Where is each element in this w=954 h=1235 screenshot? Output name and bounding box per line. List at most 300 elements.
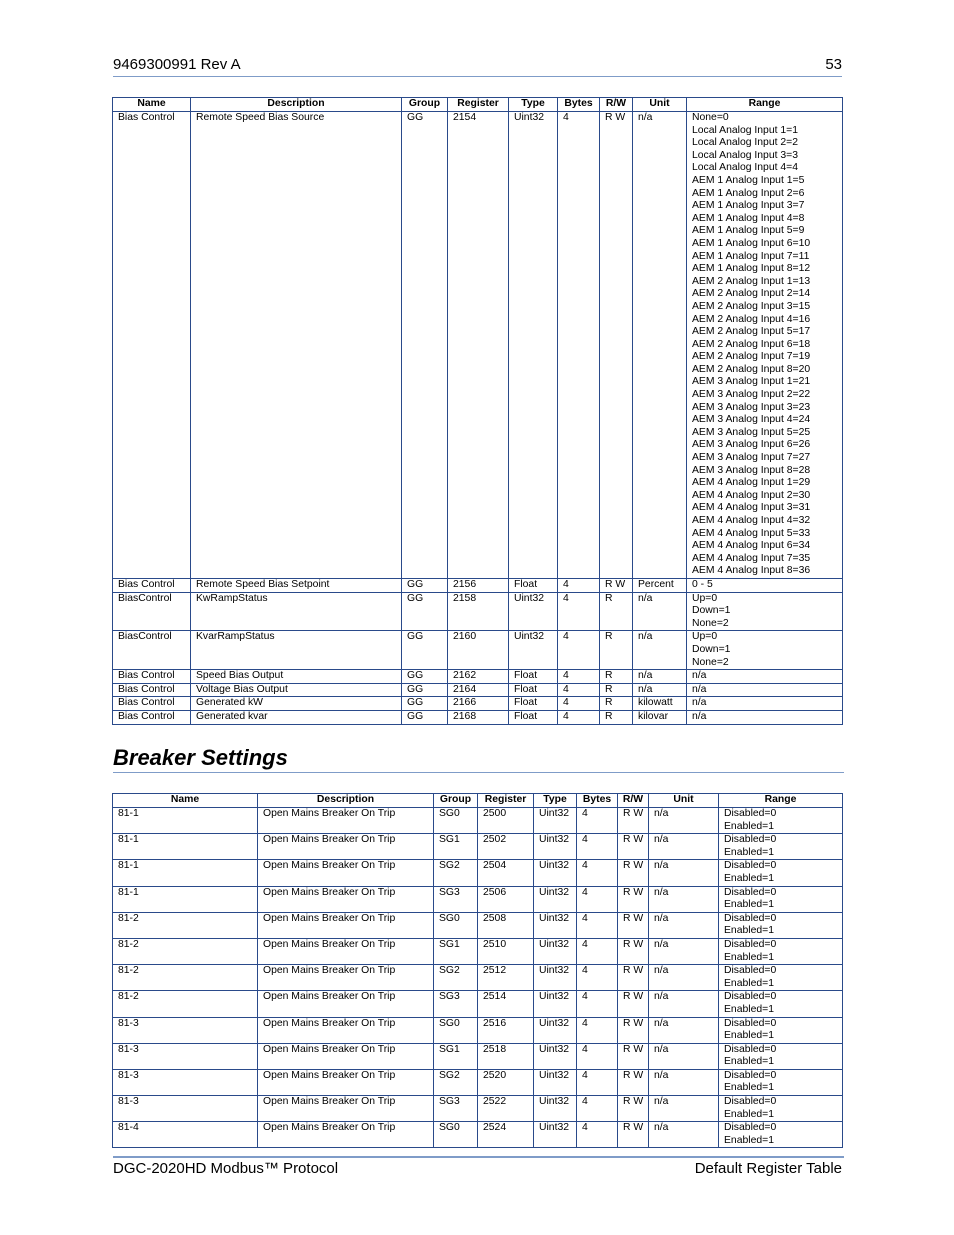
table-row <box>113 808 843 834</box>
range-line: AEM 3 Analog Input 1=21 <box>692 376 811 388</box>
cell-group: SG3 <box>434 1096 478 1122</box>
column-header-register: Register <box>478 794 534 808</box>
range-line: None=2 <box>692 617 729 629</box>
range-line: AEM 3 Analog Input 2=22 <box>692 389 811 401</box>
cell-rw: R W <box>618 860 649 886</box>
range-line: Enabled=1 <box>724 977 774 989</box>
range-line: AEM 4 Analog Input 7=35 <box>692 552 811 564</box>
table-row <box>113 683 843 697</box>
cell-type: Uint32 <box>534 808 577 834</box>
cell-rw: R W <box>618 886 649 912</box>
range-line: AEM 4 Analog Input 8=36 <box>692 565 811 577</box>
cell-group: SG2 <box>434 965 478 991</box>
cell-group: GG <box>402 670 448 684</box>
cell-name: Bias Control <box>113 683 191 697</box>
cell-range <box>719 808 843 834</box>
cell-rw: R W <box>618 965 649 991</box>
table-row <box>113 112 843 579</box>
cell-group: SG0 <box>434 1122 478 1148</box>
cell-range <box>719 1043 843 1069</box>
column-header-range: Range <box>719 794 843 808</box>
cell-range <box>687 683 843 697</box>
cell-description: KvarRampStatus <box>191 631 402 670</box>
cell-range <box>719 1096 843 1122</box>
cell-group: SG1 <box>434 834 478 860</box>
bias-control-register-table <box>112 97 843 725</box>
cell-unit: n/a <box>649 808 719 834</box>
cell-register: 2520 <box>478 1069 534 1095</box>
breaker-settings-register-table <box>112 793 843 1148</box>
range-line: Enabled=1 <box>724 1030 774 1042</box>
range-line: AEM 3 Analog Input 8=28 <box>692 464 811 476</box>
cell-description: Open Mains Breaker On Trip <box>258 965 434 991</box>
cell-rw: R W <box>618 938 649 964</box>
cell-range <box>687 670 843 684</box>
cell-type: Uint32 <box>534 886 577 912</box>
range-line: AEM 2 Analog Input 5=17 <box>692 326 811 338</box>
range-line: Local Analog Input 2=2 <box>692 137 799 149</box>
table-header-row <box>113 98 843 112</box>
cell-register: 2500 <box>478 808 534 834</box>
cell-name: Bias Control <box>113 578 191 592</box>
cell-name: 81-1 <box>113 808 258 834</box>
cell-name: 81-2 <box>113 912 258 938</box>
table-row <box>113 1017 843 1043</box>
range-line: Enabled=1 <box>724 872 774 884</box>
cell-unit: n/a <box>633 631 687 670</box>
cell-unit: n/a <box>649 912 719 938</box>
cell-type: Float <box>509 710 558 724</box>
range-line: Down=1 <box>692 643 731 655</box>
cell-register: 2506 <box>478 886 534 912</box>
range-line: n/a <box>692 710 707 722</box>
table-row <box>113 710 843 724</box>
cell-name: 81-1 <box>113 860 258 886</box>
column-header-range: Range <box>687 98 843 112</box>
cell-bytes: 4 <box>577 965 618 991</box>
cell-type: Uint32 <box>534 1043 577 1069</box>
footer-section-name: Default Register Table <box>694 1160 842 1177</box>
table-row <box>113 631 843 670</box>
cell-name: 81-2 <box>113 938 258 964</box>
cell-group: SG1 <box>434 1043 478 1069</box>
cell-description: Speed Bias Output <box>191 670 402 684</box>
cell-bytes: 4 <box>577 834 618 860</box>
range-line: AEM 3 Analog Input 6=26 <box>692 439 811 451</box>
cell-unit: n/a <box>649 886 719 912</box>
range-line: AEM 2 Analog Input 6=18 <box>692 338 811 350</box>
range-line: Local Analog Input 3=3 <box>692 149 799 161</box>
cell-type: Uint32 <box>534 834 577 860</box>
range-line: AEM 1 Analog Input 3=7 <box>692 200 805 212</box>
cell-rw: R W <box>618 808 649 834</box>
range-line: Up=0 <box>692 631 718 643</box>
cell-register: 2512 <box>478 965 534 991</box>
cell-rw: R W <box>618 1017 649 1043</box>
range-line: AEM 1 Analog Input 6=10 <box>692 237 811 249</box>
cell-description: Generated kW <box>191 697 402 711</box>
range-line: Down=1 <box>692 605 731 617</box>
range-line: Disabled=0 <box>724 808 777 819</box>
table-row <box>113 912 843 938</box>
cell-group: SG0 <box>434 1017 478 1043</box>
cell-register: 2164 <box>448 683 509 697</box>
cell-type: Uint32 <box>534 912 577 938</box>
range-line: Disabled=0 <box>724 965 777 977</box>
range-line: Disabled=0 <box>724 1096 777 1108</box>
cell-name: 81-3 <box>113 1096 258 1122</box>
cell-description: Remote Speed Bias Setpoint <box>191 578 402 592</box>
cell-register: 2518 <box>478 1043 534 1069</box>
cell-description: Remote Speed Bias Source <box>191 112 402 579</box>
cell-description: Generated kvar <box>191 710 402 724</box>
cell-rw: R <box>600 592 633 631</box>
cell-type: Uint32 <box>534 1122 577 1148</box>
cell-rw: R <box>600 710 633 724</box>
cell-name: 81-3 <box>113 1017 258 1043</box>
range-line: Enabled=1 <box>724 1134 774 1146</box>
table-row <box>113 1122 843 1148</box>
range-line: Enabled=1 <box>724 1108 774 1120</box>
cell-type: Uint32 <box>534 1096 577 1122</box>
range-line: Disabled=0 <box>724 886 777 898</box>
cell-type: Uint32 <box>534 1017 577 1043</box>
range-line: n/a <box>692 697 707 709</box>
cell-range <box>687 592 843 631</box>
cell-name: Bias Control <box>113 112 191 579</box>
range-line: AEM 2 Analog Input 3=15 <box>692 300 811 312</box>
column-header-unit: Unit <box>633 98 687 112</box>
cell-unit: n/a <box>633 683 687 697</box>
page-footer <box>113 1160 842 1180</box>
cell-unit: Percent <box>633 578 687 592</box>
cell-bytes: 4 <box>577 991 618 1017</box>
cell-description: Open Mains Breaker On Trip <box>258 1122 434 1148</box>
cell-description: Open Mains Breaker On Trip <box>258 938 434 964</box>
cell-unit: n/a <box>649 1069 719 1095</box>
cell-description: Open Mains Breaker On Trip <box>258 808 434 834</box>
table-row <box>113 670 843 684</box>
range-line: Local Analog Input 4=4 <box>692 162 799 174</box>
cell-rw: R W <box>600 578 633 592</box>
range-line: AEM 4 Analog Input 4=32 <box>692 515 811 526</box>
column-header-unit: Unit <box>649 794 719 808</box>
cell-type: Uint32 <box>509 592 558 631</box>
range-line: AEM 3 Analog Input 7=27 <box>692 452 811 464</box>
cell-type: Float <box>509 670 558 684</box>
cell-unit: n/a <box>633 112 687 579</box>
table-row <box>113 697 843 711</box>
cell-register: 2168 <box>448 710 509 724</box>
cell-group: SG3 <box>434 886 478 912</box>
cell-group: SG0 <box>434 912 478 938</box>
cell-unit: kilovar <box>633 710 687 724</box>
range-line: Disabled=0 <box>724 1043 777 1055</box>
cell-description: KwRampStatus <box>191 592 402 631</box>
cell-rw: R W <box>618 1096 649 1122</box>
range-line: n/a <box>692 683 707 695</box>
cell-register: 2516 <box>478 1017 534 1043</box>
table-body <box>113 112 843 725</box>
cell-type: Uint32 <box>509 631 558 670</box>
column-header-rw: R/W <box>600 98 633 112</box>
cell-bytes: 4 <box>558 578 600 592</box>
cell-description: Open Mains Breaker On Trip <box>258 886 434 912</box>
cell-group: GG <box>402 683 448 697</box>
cell-register: 2522 <box>478 1096 534 1122</box>
cell-unit: n/a <box>649 965 719 991</box>
cell-bytes: 4 <box>577 1096 618 1122</box>
cell-unit: n/a <box>649 991 719 1017</box>
cell-rw: R <box>600 683 633 697</box>
table-row <box>113 1043 843 1069</box>
column-header-type: Type <box>509 98 558 112</box>
table-row <box>113 938 843 964</box>
column-header-description: Description <box>258 794 434 808</box>
cell-range <box>719 991 843 1017</box>
range-line: Enabled=1 <box>724 820 774 832</box>
range-line: Enabled=1 <box>724 951 774 963</box>
range-line: AEM 2 Analog Input 8=20 <box>692 363 811 375</box>
range-line: Enabled=1 <box>724 899 774 911</box>
cell-rw: R W <box>618 834 649 860</box>
cell-description: Open Mains Breaker On Trip <box>258 912 434 938</box>
cell-rw: R <box>600 670 633 684</box>
cell-bytes: 4 <box>577 808 618 834</box>
table-row <box>113 834 843 860</box>
cell-group: GG <box>402 710 448 724</box>
cell-rw: R W <box>618 1122 649 1148</box>
range-line: None=2 <box>692 656 729 668</box>
cell-unit: n/a <box>649 834 719 860</box>
cell-rw: R W <box>618 1069 649 1095</box>
cell-register: 2156 <box>448 578 509 592</box>
range-line: AEM 4 Analog Input 6=34 <box>692 540 811 552</box>
cell-range <box>719 1122 843 1148</box>
column-header-description: Description <box>191 98 402 112</box>
footer-divider <box>113 1156 844 1158</box>
range-line: AEM 2 Analog Input 4=16 <box>692 313 811 325</box>
cell-group: SG1 <box>434 938 478 964</box>
cell-bytes: 4 <box>577 1017 618 1043</box>
table-row <box>113 965 843 991</box>
cell-bytes: 4 <box>577 1122 618 1148</box>
cell-name: 81-2 <box>113 991 258 1017</box>
column-header-name: Name <box>113 794 258 808</box>
cell-bytes: 4 <box>558 683 600 697</box>
cell-unit: kilowatt <box>633 697 687 711</box>
cell-name: 81-3 <box>113 1069 258 1095</box>
cell-unit: n/a <box>649 860 719 886</box>
cell-group: GG <box>402 592 448 631</box>
section-divider <box>113 772 844 773</box>
table-row <box>113 860 843 886</box>
cell-bytes: 4 <box>558 697 600 711</box>
cell-name: BiasControl <box>113 631 191 670</box>
cell-type: Uint32 <box>534 965 577 991</box>
range-line: AEM 2 Analog Input 1=13 <box>692 275 811 287</box>
cell-range <box>687 710 843 724</box>
document-number: 9469300991 Rev A <box>113 56 241 73</box>
range-line: AEM 4 Analog Input 1=29 <box>692 477 811 489</box>
cell-register: 2166 <box>448 697 509 711</box>
column-header-rw: R/W <box>618 794 649 808</box>
cell-bytes: 4 <box>558 631 600 670</box>
cell-unit: n/a <box>649 1017 719 1043</box>
range-line: AEM 1 Analog Input 2=6 <box>692 187 805 199</box>
cell-unit: n/a <box>649 1043 719 1069</box>
cell-register: 2510 <box>478 938 534 964</box>
range-line: 0 - 5 <box>692 578 713 590</box>
footer-document-title: DGC-2020HD Modbus™ Protocol <box>113 1160 339 1177</box>
cell-range <box>687 112 843 579</box>
cell-unit: n/a <box>649 938 719 964</box>
cell-description: Open Mains Breaker On Trip <box>258 1096 434 1122</box>
range-line: AEM 1 Analog Input 1=5 <box>692 174 805 186</box>
cell-name: 81-1 <box>113 834 258 860</box>
cell-group: GG <box>402 578 448 592</box>
cell-name: 81-1 <box>113 886 258 912</box>
cell-type: Uint32 <box>534 938 577 964</box>
range-line: AEM 2 Analog Input 7=19 <box>692 351 811 363</box>
cell-name: 81-3 <box>113 1043 258 1069</box>
cell-unit: n/a <box>633 670 687 684</box>
cell-type: Uint32 <box>509 112 558 579</box>
cell-name: 81-4 <box>113 1122 258 1148</box>
cell-rw: R W <box>618 991 649 1017</box>
cell-range <box>687 697 843 711</box>
column-header-type: Type <box>534 794 577 808</box>
cell-rw: R W <box>600 112 633 579</box>
column-header-name: Name <box>113 98 191 112</box>
cell-register: 2504 <box>478 860 534 886</box>
range-line: AEM 1 Analog Input 7=11 <box>692 250 810 262</box>
range-line: Disabled=0 <box>724 1069 777 1081</box>
cell-bytes: 4 <box>577 886 618 912</box>
range-line: Disabled=0 <box>724 1017 777 1029</box>
cell-range <box>719 834 843 860</box>
cell-description: Open Mains Breaker On Trip <box>258 1017 434 1043</box>
range-line: Disabled=0 <box>724 938 777 950</box>
range-line: Disabled=0 <box>724 834 777 846</box>
range-line: Disabled=0 <box>724 860 777 872</box>
table-row <box>113 1069 843 1095</box>
table-body <box>113 808 843 1148</box>
column-header-register: Register <box>448 98 509 112</box>
cell-description: Voltage Bias Output <box>191 683 402 697</box>
cell-register: 2162 <box>448 670 509 684</box>
table-row <box>113 1096 843 1122</box>
range-line: AEM 4 Analog Input 5=33 <box>692 527 811 539</box>
range-line: AEM 1 Analog Input 8=12 <box>692 263 811 275</box>
range-line: Enabled=1 <box>724 1082 774 1094</box>
cell-rw: R <box>600 697 633 711</box>
cell-range <box>719 860 843 886</box>
cell-type: Uint32 <box>534 860 577 886</box>
column-header-bytes: Bytes <box>558 98 600 112</box>
page-header <box>113 56 842 76</box>
page-number: 53 <box>825 56 842 73</box>
cell-group: SG2 <box>434 860 478 886</box>
range-line: Up=0 <box>692 592 718 604</box>
cell-register: 2514 <box>478 991 534 1017</box>
cell-register: 2158 <box>448 592 509 631</box>
range-line: Enabled=1 <box>724 1056 774 1068</box>
cell-register: 2160 <box>448 631 509 670</box>
cell-range <box>719 938 843 964</box>
column-header-bytes: Bytes <box>577 794 618 808</box>
cell-description: Open Mains Breaker On Trip <box>258 1043 434 1069</box>
cell-range <box>719 1069 843 1095</box>
cell-register: 2508 <box>478 912 534 938</box>
cell-group: GG <box>402 631 448 670</box>
cell-unit: n/a <box>633 592 687 631</box>
cell-range <box>719 886 843 912</box>
cell-bytes: 4 <box>558 592 600 631</box>
range-line: AEM 4 Analog Input 2=30 <box>692 489 811 501</box>
cell-type: Uint32 <box>534 991 577 1017</box>
cell-range <box>719 912 843 938</box>
cell-name: BiasControl <box>113 592 191 631</box>
range-line: AEM 3 Analog Input 4=24 <box>692 414 811 426</box>
cell-bytes: 4 <box>558 710 600 724</box>
range-line: AEM 2 Analog Input 2=14 <box>692 288 811 300</box>
range-line: Enabled=1 <box>724 1003 774 1015</box>
column-header-group: Group <box>402 98 448 112</box>
cell-rw: R W <box>618 1043 649 1069</box>
cell-range <box>719 965 843 991</box>
cell-unit: n/a <box>649 1122 719 1148</box>
cell-bytes: 4 <box>577 1069 618 1095</box>
cell-unit: n/a <box>649 1096 719 1122</box>
range-line: Disabled=0 <box>724 991 777 1003</box>
table-row <box>113 592 843 631</box>
range-line: Local Analog Input 1=1 <box>692 124 799 136</box>
range-line: AEM 1 Analog Input 4=8 <box>692 212 805 224</box>
cell-bytes: 4 <box>577 1043 618 1069</box>
cell-range <box>687 578 843 592</box>
cell-name: Bias Control <box>113 710 191 724</box>
cell-group: GG <box>402 112 448 579</box>
range-line: Enabled=1 <box>724 925 774 937</box>
cell-type: Float <box>509 697 558 711</box>
cell-rw: R <box>600 631 633 670</box>
header-divider <box>113 76 842 77</box>
cell-type: Float <box>509 683 558 697</box>
range-line: None=0 <box>692 112 729 123</box>
cell-description: Open Mains Breaker On Trip <box>258 834 434 860</box>
cell-register: 2524 <box>478 1122 534 1148</box>
cell-type: Uint32 <box>534 1069 577 1095</box>
section-title: Breaker Settings <box>113 745 288 770</box>
range-line: n/a <box>692 670 707 682</box>
range-line: Disabled=0 <box>724 912 777 924</box>
cell-range <box>719 1017 843 1043</box>
cell-rw: R W <box>618 912 649 938</box>
column-header-group: Group <box>434 794 478 808</box>
range-line: AEM 1 Analog Input 5=9 <box>692 225 805 237</box>
cell-description: Open Mains Breaker On Trip <box>258 991 434 1017</box>
cell-type: Float <box>509 578 558 592</box>
range-line: Enabled=1 <box>724 846 774 858</box>
cell-bytes: 4 <box>577 938 618 964</box>
cell-bytes: 4 <box>558 670 600 684</box>
cell-bytes: 4 <box>577 912 618 938</box>
range-line: AEM 3 Analog Input 3=23 <box>692 401 811 413</box>
cell-description: Open Mains Breaker On Trip <box>258 1069 434 1095</box>
table-header-row <box>113 794 843 808</box>
range-line: AEM 4 Analog Input 3=31 <box>692 502 811 514</box>
